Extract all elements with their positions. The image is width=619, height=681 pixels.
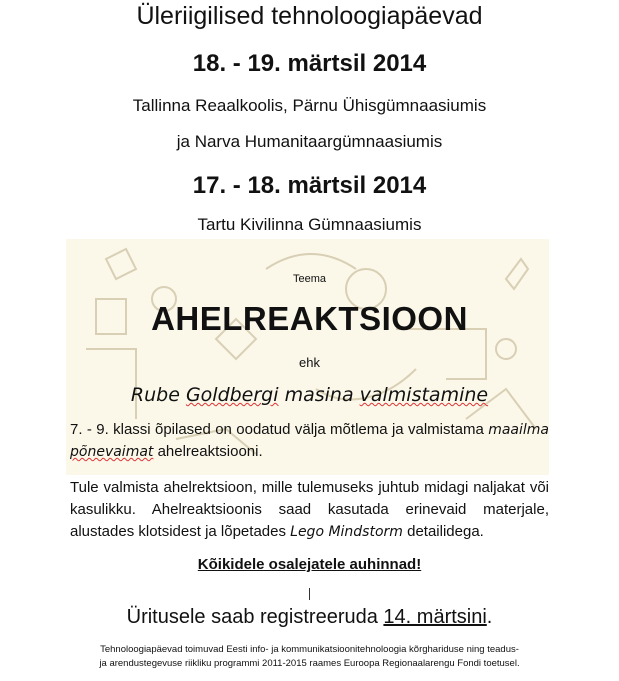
subtitle-part: Goldbergi [185,384,279,406]
footer-line-1: Tehnoloogiapäevad toimuvad Eesti info- ja kommunikatsioonitehnoloogia kõrghariduse ning teadus- [100,644,519,655]
theme-label: Teema [292,273,327,285]
date-primary: 18. - 19. märtsil 2014 [192,50,427,77]
theme-headline: AHELREAKTSIOON [151,300,468,337]
page-title: Üleriigilised tehnoloogiapäevad [136,2,483,30]
text-cursor [309,588,310,600]
paragraph-text: Tule valmista ahelrektsioon, mille tulemuseks juhtub midagi naljakat või kasulikku. Ahelreaktsioonis saad kasutada erinevaid materjale, alustades klotsidest ja lõpetades [70,479,549,540]
date-secondary: 17. - 18. märtsil 2014 [192,172,427,199]
footer-line-2: ja arendustegevuse riikliku programmi 2011-2015 raames Euroopa Regionaalarengu Fondi toetusel. [99,658,520,669]
paragraph-text: detailidega. [402,523,484,540]
paragraph-emphasis: põnevaimat [70,444,154,460]
paragraph-text: ahelreaktsiooni. [153,443,263,460]
registration-end: . [486,606,493,628]
paragraph-emphasis: Lego Mindstorm [290,524,403,540]
theme-subtitle [0,384,619,406]
paragraph-invitation [70,419,549,463]
registration-line [0,606,619,629]
paragraph-emphasis: maailma [488,422,549,438]
venue-line-1: Tallinna Reaalkoolis, Pärnu Ühisgümnaasiumis [132,96,487,115]
paragraph-description [70,477,549,543]
registration-text: Üritusele saab registreeruda [126,606,384,628]
subtitle-part: Rube [130,384,186,406]
prizes-announcement: Kõikidele osalejatele auhinnad! [197,556,422,573]
venue-line-2: ja Narva Humanitaargümnaasiumis [176,132,443,151]
theme-connector: ehk [299,355,320,370]
subtitle-part: masina [278,384,360,406]
paragraph-text: 7. - 9. klassi õpilased on oodatud välja mõtlema ja valmistama [70,421,489,438]
venue-line-3: Tartu Kivilinna Gümnaasiumis [197,215,422,234]
registration-deadline: 14. märtsini [383,606,487,628]
subtitle-part: valmistamine [359,384,489,406]
